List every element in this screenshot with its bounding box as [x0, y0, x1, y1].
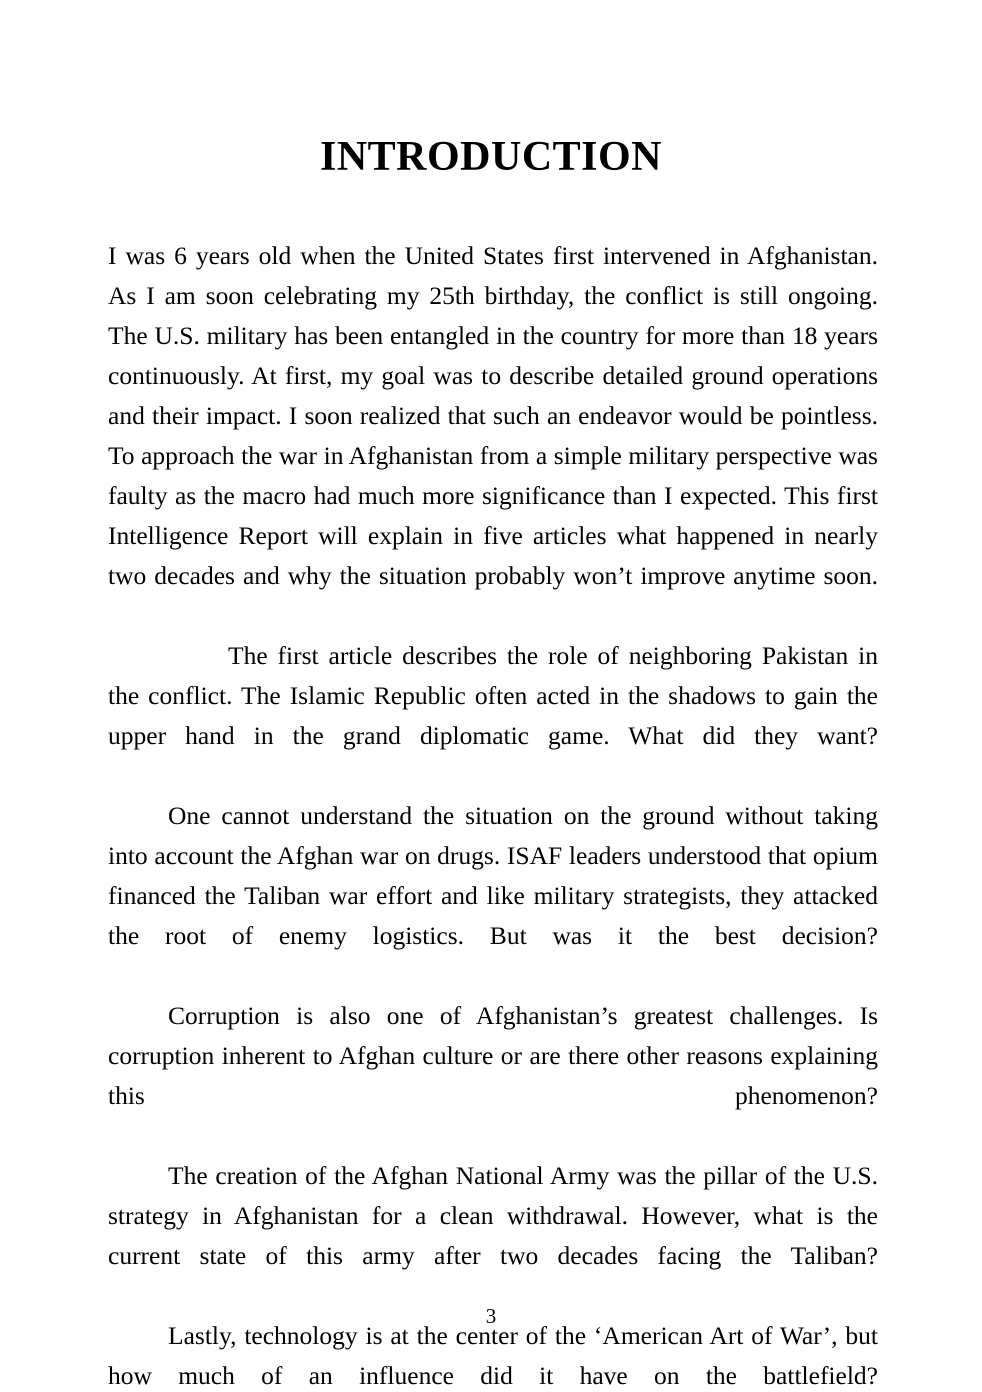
paragraph-opening: I was 6 years old when the United States first intervened in Afghanistan. As I am soon celebrating my 25th birthday, the conflict is still ongoing. The U.S. military has been entangled in the country for more than 18 years continuously. At first, my goal was to describe detailed ground operations and their impact. I soon realized that such an endeavor would be pointless. To approach the war in Afghanistan from a simple military perspective was faulty as the macro had much more significance than I expected. This first Intelligence Report will explain in five articles what happened in nearly two decades and why the situation probably won’t improve anytime soon. — [108, 241, 878, 590]
page-number: 3 — [485, 1304, 497, 1328]
paragraph-pakistan: The first article describes the role of neighboring Pakistan in the conflict. The Islamic Republic often acted in the shadows to gain the upper hand in the grand diplomatic game. What did they want? — [108, 641, 878, 750]
page-title: INTRODUCTION — [319, 134, 663, 181]
paragraph-corruption: Corruption is also one of Afghanistan’s greatest challenges. Is corruption inherent to Afghan culture or are there other reasons explaining this phenomenon? — [108, 1001, 878, 1110]
paragraph-technology: Lastly, technology is at the center of the ‘American Art of War’, but how much of an influence did it have on the battlefield? — [108, 1321, 878, 1390]
body-text-block — [108, 236, 878, 1392]
paragraph-drugs: One cannot understand the situation on the ground without taking into account the Afghan war on drugs. ISAF leaders understood that opium financed the Taliban war effort and like military strategists, they attacked the root of enemy logistics. But was it the best decision? — [108, 801, 878, 950]
paragraph-national-army: The creation of the Afghan National Army was the pillar of the U.S. strategy in Afghanistan for a clean withdrawal. However, what is the current state of this army after two decades facing the Taliban? — [108, 1161, 878, 1270]
